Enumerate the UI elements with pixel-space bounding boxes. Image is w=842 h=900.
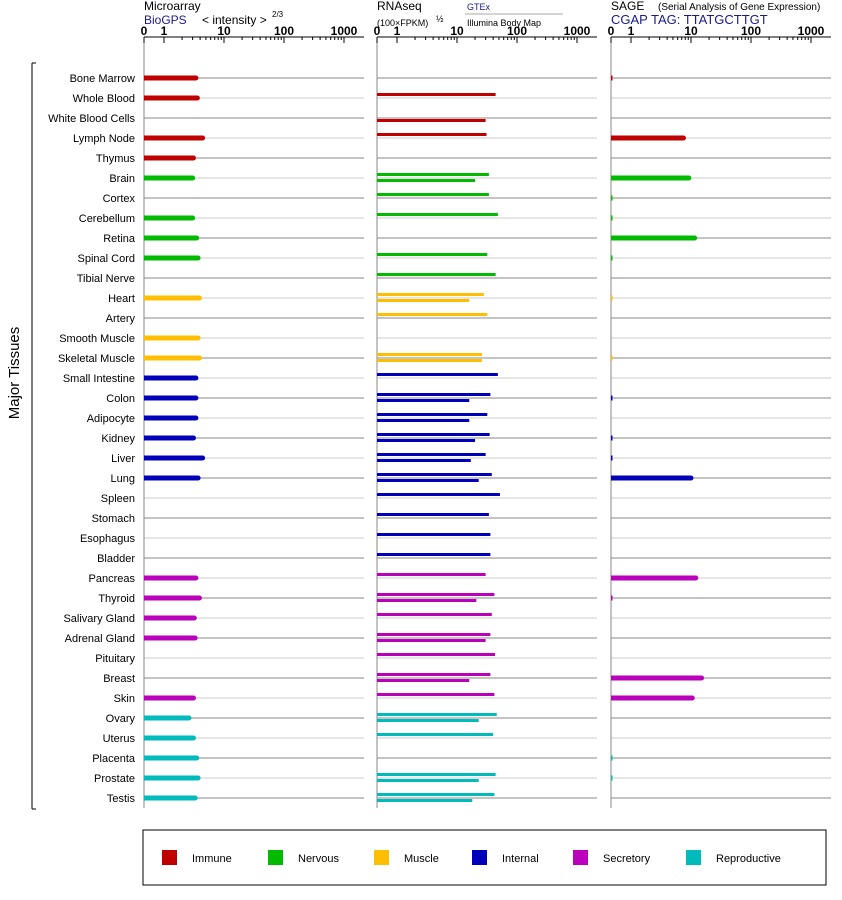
bar xyxy=(377,253,487,256)
x-tick-label: 1000 xyxy=(330,24,358,38)
bar xyxy=(144,776,198,781)
bar-cap xyxy=(686,176,691,181)
tissue-label: Placenta xyxy=(92,753,135,765)
bar-cap xyxy=(195,96,200,101)
bar-cap xyxy=(193,416,198,421)
legend-swatch xyxy=(472,850,487,865)
x-tick-label: 0 xyxy=(140,24,148,38)
bar xyxy=(377,799,472,802)
bar xyxy=(377,373,498,376)
bar xyxy=(144,376,196,381)
tissue-label: Spleen xyxy=(100,493,135,505)
legend-label: Muscle xyxy=(404,853,439,865)
bar-cap xyxy=(689,476,694,481)
bar-cap xyxy=(681,136,686,141)
panel-title-note: < intensity > xyxy=(202,13,267,27)
tissue-label: Thyroid xyxy=(98,593,135,605)
bar-cap xyxy=(196,476,201,481)
bar xyxy=(377,313,487,316)
bar xyxy=(611,176,689,181)
bar xyxy=(377,419,469,422)
bar-cap xyxy=(200,136,205,141)
x-tick-label: 1 xyxy=(627,24,635,38)
bar-cap xyxy=(699,676,704,681)
bar-cap xyxy=(196,256,201,261)
bar xyxy=(377,413,487,416)
bar-cap xyxy=(193,376,198,381)
bar xyxy=(377,599,476,602)
x-tick-label: 1 xyxy=(160,24,168,38)
legend-swatch xyxy=(162,850,177,865)
bar-cap xyxy=(194,236,199,241)
legend-label: Reproductive xyxy=(716,853,781,865)
bar-cap xyxy=(193,636,198,641)
tissue-label: Retina xyxy=(103,233,135,245)
bar xyxy=(144,236,197,241)
bar xyxy=(377,533,490,536)
bar xyxy=(611,456,613,461)
tissue-label: Breast xyxy=(103,673,135,685)
bar-cap xyxy=(190,216,195,221)
tissue-labels-layer xyxy=(48,73,136,805)
tissue-label: Esophagus xyxy=(79,533,135,545)
legend-label: Nervous xyxy=(298,853,339,865)
panel-subtitle: BioGPS xyxy=(144,13,187,27)
tissue-label: Kidney xyxy=(101,433,135,445)
legend-label: Immune xyxy=(192,853,232,865)
panel-microarray xyxy=(141,0,364,808)
panel-title: RNAseq xyxy=(377,0,422,13)
bar xyxy=(144,736,193,741)
tissue-label: Skeletal Muscle xyxy=(57,353,135,365)
tissue-label: Cerebellum xyxy=(78,213,135,225)
x-tick-label: 100 xyxy=(740,24,762,38)
bar xyxy=(144,396,196,401)
panel-sage xyxy=(608,0,831,808)
bar xyxy=(377,213,498,216)
tissue-label: Pituitary xyxy=(95,653,135,665)
tissue-label: Prostate xyxy=(94,773,135,785)
bar-cap xyxy=(692,236,697,241)
bar-cap xyxy=(194,756,199,761)
bar xyxy=(144,476,198,481)
bar xyxy=(144,596,199,601)
bar xyxy=(611,76,613,81)
bar xyxy=(611,756,613,761)
legend-label: Internal xyxy=(502,853,539,865)
tissue-label: Ovary xyxy=(105,713,135,725)
bar xyxy=(377,733,493,736)
tissue-label: Brain xyxy=(109,173,135,185)
tissue-label: Liver xyxy=(111,453,135,465)
x-tick-label: 100 xyxy=(506,24,528,38)
bar xyxy=(611,296,613,301)
tissue-label: Artery xyxy=(105,313,135,325)
bar xyxy=(377,573,486,576)
bar xyxy=(611,436,613,441)
tissue-label: Small Intestine xyxy=(62,373,135,385)
tissue-label: Lymph Node xyxy=(73,133,135,145)
bar-cap xyxy=(192,616,197,621)
bar xyxy=(144,96,197,101)
bar xyxy=(377,779,479,782)
bar xyxy=(611,256,613,261)
bar-cap xyxy=(191,436,196,441)
bar xyxy=(377,773,496,776)
bar xyxy=(377,293,484,296)
bar xyxy=(377,719,479,722)
y-axis-bracket xyxy=(6,63,36,809)
bar-cap xyxy=(197,596,202,601)
bar xyxy=(144,416,196,421)
legend-swatch xyxy=(573,850,588,865)
bar xyxy=(377,179,475,182)
bar xyxy=(611,216,613,221)
bar xyxy=(611,596,613,601)
x-tick-label: 0 xyxy=(607,24,615,38)
tissue-label: Spinal Cord xyxy=(77,253,135,265)
bar xyxy=(377,593,494,596)
bar xyxy=(377,273,496,276)
panel-title-note: (Serial Analysis of Gene Expression) xyxy=(658,2,821,13)
bar xyxy=(377,299,469,302)
bar xyxy=(144,136,203,141)
tissue-label: Whole Blood xyxy=(72,93,135,105)
bar xyxy=(377,399,469,402)
bar xyxy=(377,793,494,796)
bar xyxy=(377,679,469,682)
bar xyxy=(377,453,486,456)
tissue-label: Bladder xyxy=(97,553,135,565)
tissue-label: Skin xyxy=(113,693,135,705)
x-tick-label: 1000 xyxy=(563,24,591,38)
panel-title-exponent: ½ xyxy=(436,14,444,24)
legend-swatch xyxy=(686,850,701,865)
bar xyxy=(144,616,194,621)
tissue-label: Lung xyxy=(110,473,135,485)
panel-subtitle: GTEx xyxy=(467,2,491,12)
bar xyxy=(144,76,196,81)
bar-cap xyxy=(197,296,202,301)
bar xyxy=(611,136,684,141)
bar xyxy=(377,353,482,356)
panel-subtitle: CGAP TAG: TTATGCTTGT xyxy=(611,12,768,27)
bar-cap xyxy=(190,176,195,181)
bar xyxy=(377,133,486,136)
bar xyxy=(377,119,486,122)
bar xyxy=(377,459,471,462)
bar xyxy=(377,713,497,716)
bar-cap xyxy=(191,156,196,161)
bar xyxy=(611,576,696,581)
panel-title: Microarray xyxy=(144,0,201,13)
tissue-label: Colon xyxy=(106,393,135,405)
tissue-label: Thymus xyxy=(95,153,135,165)
tissue-label: Cortex xyxy=(102,193,135,205)
bar xyxy=(611,196,613,201)
x-tick-label: 10 xyxy=(684,24,698,38)
panel-title-exponent: 2/3 xyxy=(272,10,284,19)
bar xyxy=(377,473,492,476)
tissue-label: White Blood Cells xyxy=(48,113,135,125)
bar xyxy=(144,216,193,221)
legend-swatch xyxy=(374,850,389,865)
bar-cap xyxy=(196,776,201,781)
x-tick-label: 100 xyxy=(273,24,295,38)
x-tick-label: 0 xyxy=(373,24,381,38)
x-tick-label: 1000 xyxy=(797,24,825,38)
bar-cap xyxy=(186,716,191,721)
bar xyxy=(377,493,500,496)
bar xyxy=(611,696,692,701)
bar xyxy=(377,673,490,676)
bar xyxy=(144,636,195,641)
bar xyxy=(144,356,199,361)
panel-subtitle-secondary: Illumina Body Map xyxy=(467,18,542,28)
panel-rnaseq xyxy=(374,0,597,808)
tissue-label: Tibial Nerve xyxy=(76,273,135,285)
bar xyxy=(377,433,490,436)
bar xyxy=(377,513,489,516)
bar xyxy=(377,639,486,642)
bar-cap xyxy=(193,576,198,581)
bar-cap xyxy=(193,396,198,401)
bar xyxy=(377,93,496,96)
tissue-label: Testis xyxy=(106,793,135,805)
x-tick-label: 10 xyxy=(217,24,231,38)
bar xyxy=(611,476,691,481)
tissue-label: Salivary Gland xyxy=(63,613,135,625)
bar-cap xyxy=(690,696,695,701)
bar-cap xyxy=(191,736,196,741)
bar xyxy=(377,633,490,636)
tissue-label: Adrenal Gland xyxy=(64,633,135,645)
bar xyxy=(144,176,193,181)
tissue-label: Heart xyxy=(108,293,135,305)
bar xyxy=(144,716,189,721)
tissue-label: Adipocyte xyxy=(86,413,135,425)
bar xyxy=(144,456,203,461)
bar-cap xyxy=(193,796,198,801)
bar-cap xyxy=(693,576,698,581)
tissue-label: Uterus xyxy=(102,733,135,745)
bar xyxy=(144,336,198,341)
bar xyxy=(611,676,702,681)
bar xyxy=(144,696,193,701)
bar xyxy=(144,156,193,161)
bar xyxy=(144,436,193,441)
bar-cap xyxy=(191,696,196,701)
bar xyxy=(377,359,482,362)
bar xyxy=(377,553,490,556)
bar xyxy=(377,693,494,696)
bar xyxy=(377,439,475,442)
bar-cap xyxy=(196,336,201,341)
bar xyxy=(611,236,695,241)
bar xyxy=(144,756,197,761)
tissue-label: Bone Marrow xyxy=(69,73,135,85)
panels-layer xyxy=(141,0,831,808)
tissue-label: Smooth Muscle xyxy=(59,333,135,345)
bar-cap xyxy=(197,356,202,361)
bar xyxy=(611,396,613,401)
bar-cap xyxy=(193,76,198,81)
bar xyxy=(144,256,198,261)
bar-cap xyxy=(200,456,205,461)
legend-swatch xyxy=(268,850,283,865)
x-tick-label: 1 xyxy=(393,24,401,38)
bar xyxy=(377,173,489,176)
tissue-label: Pancreas xyxy=(88,573,135,585)
bar xyxy=(611,776,613,781)
bar xyxy=(144,296,199,301)
bar xyxy=(377,393,490,396)
x-tick-label: 10 xyxy=(450,24,464,38)
panel-title-note: (100×FPKM) xyxy=(377,18,429,28)
bar xyxy=(377,479,479,482)
panel-title: SAGE xyxy=(611,0,645,13)
bar xyxy=(144,796,195,801)
legend xyxy=(143,830,826,885)
bar xyxy=(611,356,613,361)
bar xyxy=(377,193,489,196)
bar xyxy=(377,613,492,616)
bar xyxy=(377,653,495,656)
tissue-label: Stomach xyxy=(91,513,135,525)
y-axis-title: Major Tissues xyxy=(6,326,23,420)
bar xyxy=(144,576,196,581)
legend-label: Secretory xyxy=(603,853,651,865)
